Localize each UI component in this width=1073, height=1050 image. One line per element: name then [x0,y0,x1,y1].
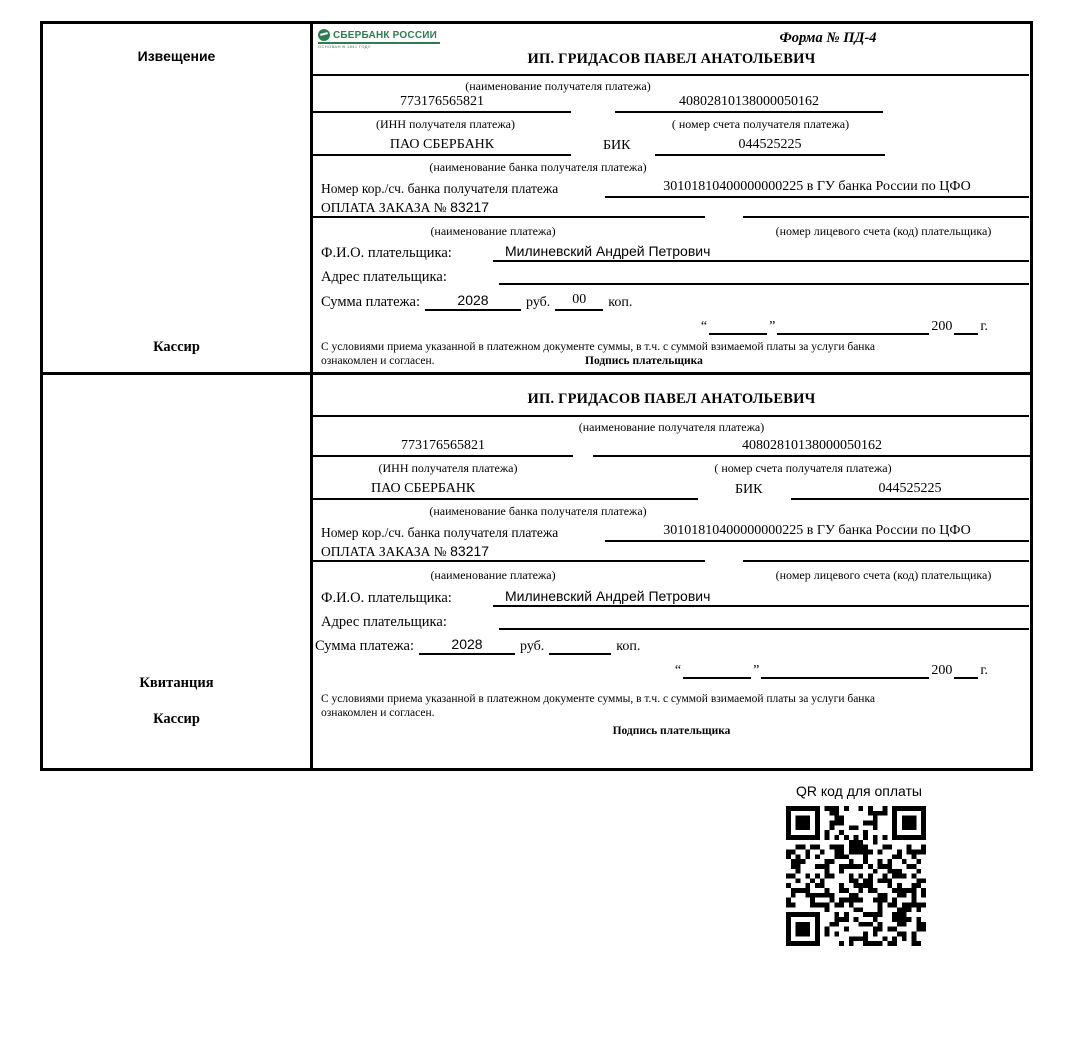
year-prefix: 200 [931,319,953,334]
receipt-right-column [313,375,1030,768]
close-quote: ” [753,663,760,678]
inn-field: 773176565821 [313,435,573,457]
qr-code-label: QR код для оплаты [795,783,922,799]
bank-name-field: ПАО СБЕРБАНК [313,134,571,156]
section-notice [43,24,1030,375]
account-field: 40802810138000050162 [593,435,1031,457]
payer-address-label: Адрес плательщика: [321,269,447,285]
year-prefix: 200 [931,663,953,678]
date-day-field [709,315,767,335]
cashier-label: Кассир [153,711,200,727]
payment-purpose-text: ОПЛАТА ЗАКАЗА № [321,200,447,215]
rule [313,74,1029,76]
date-row [701,315,988,335]
payer-signature-label: Подпись плательщика [612,725,731,737]
sum-value-field: 2028 [419,633,515,655]
payer-name-label: Ф.И.О. плательщика: [321,245,452,261]
sberbank-logo-icon [318,29,330,41]
receipt-label: Квитанция [139,675,214,691]
year-suffix: г. [980,663,988,678]
kop-label: коп. [616,639,641,654]
bik-label: БИК [603,138,631,153]
bank-name-field: ПАО СБЕРБАНК [313,478,698,500]
notice-label: Извещение [137,48,216,64]
qr-code [786,806,926,946]
bik-label: БИК [735,482,763,497]
payer-address-label: Адрес плательщика: [321,614,447,630]
sum-value-field: 2028 [425,289,521,311]
account-caption: ( номер счета получателя платежа) [671,117,850,131]
payment-purpose-text: ОПЛАТА ЗАКАЗА № [321,544,447,559]
sum-row [321,289,632,311]
purpose-caption: (наименование платежа) [430,224,556,238]
inn-caption: (ИНН получателя платежа) [378,461,518,475]
rule [313,415,1029,417]
kop-value-field [549,633,611,655]
open-quote: “ [700,319,708,334]
rub-label: руб. [526,295,551,310]
bank-caption: (наименование банка получателя платежа) [429,160,647,174]
kop-label: коп. [608,295,633,310]
sberbank-logo [318,29,448,49]
order-number: 83217 [450,543,490,559]
agreement-line2: ознакомлен и согласен. [321,355,435,367]
date-day-field [683,659,751,679]
corr-account-label: Номер кор./сч. банка получателя платежа [321,525,559,540]
payee-name: ИП. ГРИДАСОВ ПАВЕЛ АНАТОЛЬЕВИЧ [527,51,816,67]
pd4-form [40,21,1033,771]
payee-caption: (наименование получателя платежа) [465,79,651,93]
date-year-field [954,315,978,335]
purpose-caption: (наименование платежа) [430,568,556,582]
bank-caption: (наименование банка получателя платежа) [429,504,647,518]
agreement-line1: С условиями приема указанной в платежном документе суммы, в т.ч. с суммой взимаемой платы за услуги банка [321,693,875,705]
sum-row [315,633,640,655]
payer-signature-label: Подпись плательщика [585,355,703,367]
date-row [675,659,988,679]
date-year-field [954,659,978,679]
close-quote: ” [769,319,776,334]
year-suffix: г. [980,319,988,334]
rub-label: руб. [520,639,545,654]
inn-field: 773176565821 [313,91,571,113]
payer-name-field: Милиневский Андрей Петрович [493,240,1029,262]
payment-purpose-field [313,196,705,218]
account-caption: ( номер счета получателя платежа) [714,461,892,475]
sberbank-logo-text: СБЕРБАНК РОССИИ [333,29,438,41]
corr-account-field: 30101810400000000225 в ГУ банка России по ЦФО [605,520,1029,542]
kop-value-field: 00 [555,289,603,311]
cashier-label: Кассир [153,339,200,355]
date-month-field [761,659,929,679]
sum-label: Сумма платежа: [315,638,414,654]
account-field: 40802810138000050162 [615,91,883,113]
order-number: 83217 [450,199,490,215]
payee-caption: (наименование получателя платежа) [578,420,765,434]
notice-left-column [43,24,313,372]
personal-account-field [743,198,1029,218]
personal-account-field [743,542,1029,562]
personal-account-caption: (номер лицевого счета (код) плательщика) [775,568,992,582]
form-number-label: Форма № ПД-4 [779,30,877,46]
payer-address-field [499,610,1029,630]
agreement-line2: ознакомлен и согласен. [321,707,435,719]
receipt-left-column [43,375,313,768]
personal-account-caption: (номер лицевого счета (код) плательщика) [775,224,992,238]
payer-address-field [499,265,1029,285]
agreement-line1: С условиями приема указанной в платежном документе суммы, в т.ч. с суммой взимаемой платы за услуги банка [321,341,875,353]
open-quote: “ [674,663,682,678]
date-month-field [777,315,929,335]
section-receipt [43,375,1030,768]
corr-account-field: 30101810400000000225 в ГУ банка России по ЦФО [605,176,1029,198]
payer-name-label: Ф.И.О. плательщика: [321,590,452,606]
payer-name-field: Милиневский Андрей Петрович [493,585,1029,607]
inn-caption: (ИНН получателя платежа) [376,117,515,131]
bik-field: 044525225 [791,478,1029,500]
corr-account-label: Номер кор./сч. банка получателя платежа [321,181,559,196]
sum-label: Сумма платежа: [321,294,420,310]
payment-purpose-field [313,540,705,562]
bik-field: 044525225 [655,134,885,156]
payee-name: ИП. ГРИДАСОВ ПАВЕЛ АНАТОЛЬЕВИЧ [527,391,816,407]
logo-subtext: ОСНОВАН В 1841 ГОДУ [318,44,371,49]
notice-right-column [313,24,1030,372]
